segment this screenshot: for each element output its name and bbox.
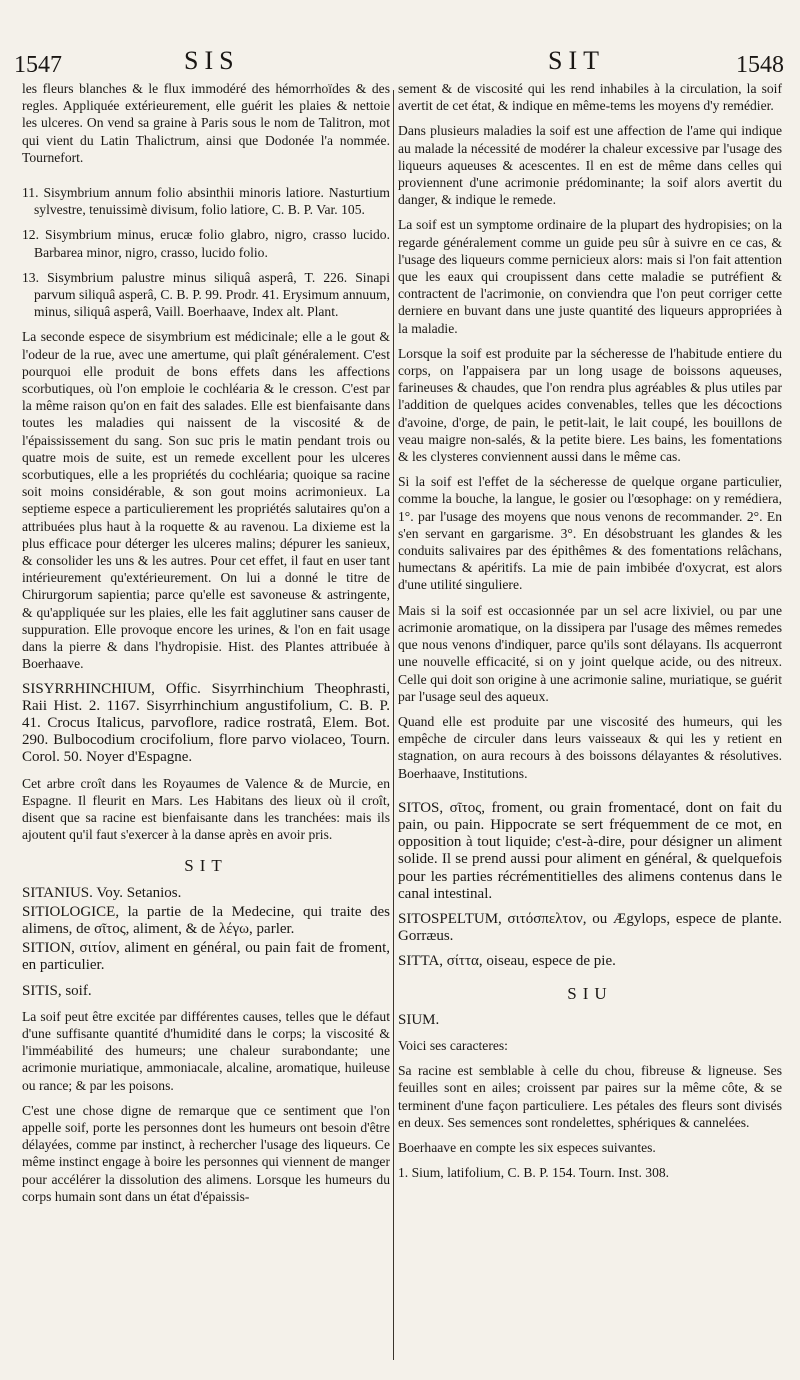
paragraph: Mais si la soif est occasionnée par un sel acre lixiviel, ou par une acrimonie aromatique, on la dissipera par l'usage des mêmes remedes que nous venons d'indiquer, parce qu'ils sont délayans. Ils acquerront une nouvelle efficacité, si on y joint quelque acide, ou des nitreux. Celle qui doit son origine à une acrimonie saline, muriatique, se guérit par l'usage seul des aqueux. — [398, 602, 782, 704]
page-number-left: 1547 — [14, 52, 62, 78]
paragraph: Lorsque la soif est produite par la sécheresse de l'habitude entiere du corps, on l'appaisera par un long usage de boissons aqueuses, farineuses & chaudes, que l'on rendra plus agréables & plus utiles par l'addition de quelques acides convenables, telles que les décoctions d'avoine, d'orge, de pain, le petit-lait, le lait coupé, les bouillons de veau maigre non-salés, & la petite biere. Les bains, les fomentations & les clysteres conviennent aussi dans le même cas. — [398, 345, 782, 465]
species-item: 13. Sisymbrium palustre minus siliquâ asperâ, T. 226. Sinapi parvum siliquâ asperâ, C. B. P. 99. Prodr. 41. Erysimum annuum, minus, siliquâ asperâ, Vaill. Boerhaave, Index alt. Plant. — [22, 269, 390, 320]
entry-sitta: SITTA, σίττα, oiseau, espece de pie. — [398, 953, 616, 970]
entry-sitanius: SITANIUS. Voy. Setanios. — [22, 884, 182, 901]
paragraph: Quand elle est produite par une viscosité des humeurs, qui les empêche de circuler dans leurs vaisseaux & qui les y retient en stagnation, on aura recours à des boissons délayantes & résolutives. Boerhaave, Institutions. — [398, 713, 782, 781]
paragraph: La seconde espece de sisymbrium est médicinale; elle a le gout & l'odeur de la rue, avec une amertume, qui plaît généralement. C'est pourquoi elle produit de bons effets dans les affections scorbutiques, où l'on emploie le cochléaria & le cresson. C'est par la même raison qu'on en fait des salades. Elle est bienfaisante dans toutes les maladies qui naissent de la viscosité & de l'épaississement du sang. Son suc pris le matin pendant trois ou quatre mois de suite, est un remede excellent pour les ulceres scorbutiques, elle a les propriétés du cochléaria; quoique sa racine soit moins considérable, & son gout moins acrimonieux. La septieme espece a particulierement les propriétés salutaires qu'on a attribuées plus haut à la roquette & au ravenou. La dixieme est la plus efficace pour déterger les ulceres malins; dépurer les sanieux, & consolider les uns & les autres. Pour cet effet, il faut en user tant intérieurement qu'extérieurement. On lui a donné le titre de Chirurgorum sapientia; parce qu'elle est savoneuse & astringente, & qu'appliquée sur les plaies, elle les fait agglutiner sans causer de suppuration. Elle provoque encore les urines, & l'on en fait usage dans la pierre & dans l'hydropisie. Hist. des Plantes attribuée à Boerhaave. — [22, 329, 390, 672]
paragraph: les fleurs blanches & le flux immodéré des hémorrhoïdes & des regles. Appliquée extérieurement, elle guérit les plaies & nettoie les ulceres. On vend sa graine à Paris sous le nom de Talitron, mot qui vient du Latin Thalictrum, ainsi que Dodonée l'a nommée. Tournefort. — [22, 81, 390, 165]
paragraph: La soif est un symptome ordinaire de la plupart des hydropisies; on la regarde généralement comme un guide peu sûr à suivre en ce cas, & l'usage des liqueurs comme pernicieux alors: mais si l'on fait attention que les eaux qui croupissent dans cette maladie se putréfient & contractent de l'acrimonie, on conviendra que l'on peut corriger cette derniere en buvant dans une juste quantité des liqueurs appropriées à la maladie. — [398, 217, 782, 336]
paragraph: La soif peut être excitée par différentes causes, telles que le défaut d'une suffisante quantité d'humidité dans le corps; la viscosité & l'imméabilité des humeurs; une chaleur surabondante; une acrimonie muriatique, ammoniacale, alcaline, aromatique, huileuse ou rance; & par les poisons. — [22, 1008, 390, 1093]
paragraph: Sa racine est semblable à celle du chou, fibreuse & ligneuse. Ses feuilles sont en ailes; croissent par paires sur la même côte, & se terminent d'une façon particuliere. Les pétales des fleurs sont divisés en deux. Ses semences sont rondelettes, sphériques & cannelées. — [398, 1063, 782, 1130]
paragraph: sement & de viscosité qui les rend inhabiles à la circulation, la soif avertit de cet état, & indique en même-tems les moyens d'y remédier. — [398, 81, 782, 114]
paragraph: Boerhaave en compte les six especes suivantes. — [398, 1139, 656, 1155]
running-head-right: SIT — [548, 46, 605, 75]
entry-sitiologice: SITIOLOGICE, la partie de la Medecine, qui traite des alimens, de σῖτος, aliment, & de λέγω, parler. — [22, 903, 390, 937]
entry-sitis: SITIS, soif. — [22, 982, 92, 999]
species-item: 12. Sisymbrium minus, erucæ folio glabro, nigro, crasso lucido. Barbarea minor, nigro, crasso, lucido folio. — [22, 227, 390, 260]
entry-sition: SITION, σιτίον, aliment en général, ou pain fait de froment, en particulier. — [22, 940, 390, 974]
column-divider — [393, 90, 394, 1360]
section-heading-sit: SIT — [184, 856, 228, 876]
entry-sitos: SITOS, σῖτος, froment, ou grain fromentacé, dont on fait du pain, ou pain. Hippocrate se sert fréquemment de ce mot, en opposition à tout liquide; c'est-à-dire, pour désigner un aliment solide. Il se prend aussi pour aliment en général, & quelquefois pour les parties récrémentitielles des alimens contenus dans le canal intestinal. — [398, 799, 782, 902]
entry-sium: SIUM. — [398, 1011, 440, 1028]
paragraph: Voici ses caracteres: — [398, 1037, 508, 1053]
section-heading-siu: SIU — [567, 983, 613, 1003]
paragraph: Dans plusieurs maladies la soif est une affection de l'ame qui indique au malade la nécessité de modérer la chaleur excessive par l'usage des liqueurs aqueuses & acescentes. Il en est de même dans celles qui proviennent d'une acrimonie prédominante; la soif alors avertit du danger, & indique le remede. — [398, 123, 782, 208]
right-column — [398, 80, 782, 1189]
left-column — [22, 80, 390, 1213]
paragraph: Cet arbre croît dans les Royaumes de Valence & de Murcie, en Espagne. Il fleurit en Mars. Les Habitans des lieux où il croît, disent que sa racine est bienfaisante dans les tranchées: mais ils ajoutent qu'il faut s'exercer à la danse après en avoir pris. — [22, 775, 390, 843]
entry-sitospeltum: SITOSPELTUM, σιτόσπελτον, ou Ægylops, espece de plante. Gorræus. — [398, 910, 782, 945]
species-item: 11. Sisymbrium annum folio absinthii minoris latiore. Nasturtium sylvestre, tenuissimè divisum, folio latiore, C. B. P. Var. 105. — [22, 185, 390, 218]
running-head-left: SIS — [184, 46, 240, 75]
paragraph: C'est une chose digne de remarque que ce sentiment que l'on appelle soif, porte les personnes dont les humeurs ont besoin d'être délayées, comme par instinct, à rechercher l'usage des liqueurs. Ce même instinct engage à boire les personnes qui viennent de manger pour accélérer la dissolution des alimens. Lorsque les humeurs du corps humain sont dans un état d'épaissis- — [22, 1102, 390, 1204]
paragraph: Si la soif est l'effet de la sécheresse de quelque organe particulier, comme la bouche, la langue, le gosier ou l'œsophage: on y remédiera, 1°. par l'usage des moyens que nous venons de recommander. 2°. En s'en servant en gargarisme. 3°. En désobstruant les glandes & les conduits salivaires par des épithêmes & des fomentations relâchans, humectans & apéritifs. La mie de pain imbibée d'oxycrat, est alors d'une utilité singuliere. — [398, 474, 782, 593]
species-item: 1. Sium, latifolium, C. B. P. 154. Tourn. Inst. 308. — [398, 1165, 670, 1181]
entry-sisyrrhinchium: SISYRRHINCHIUM, Offic. Sisyrrhinchium Theophrasti, Raii Hist. 2. 1167. Sisyrrhinchium angustifolium, C. B. P. 41. Crocus Italicus, parvoflore, radice rostratâ, Elem. Bot. 290. Bulbocodium crocifolium, flore parvo violaceo, Tourn. Corol. 50. Noyer d'Espagne. — [22, 680, 390, 766]
page-number-right: 1548 — [736, 52, 784, 78]
